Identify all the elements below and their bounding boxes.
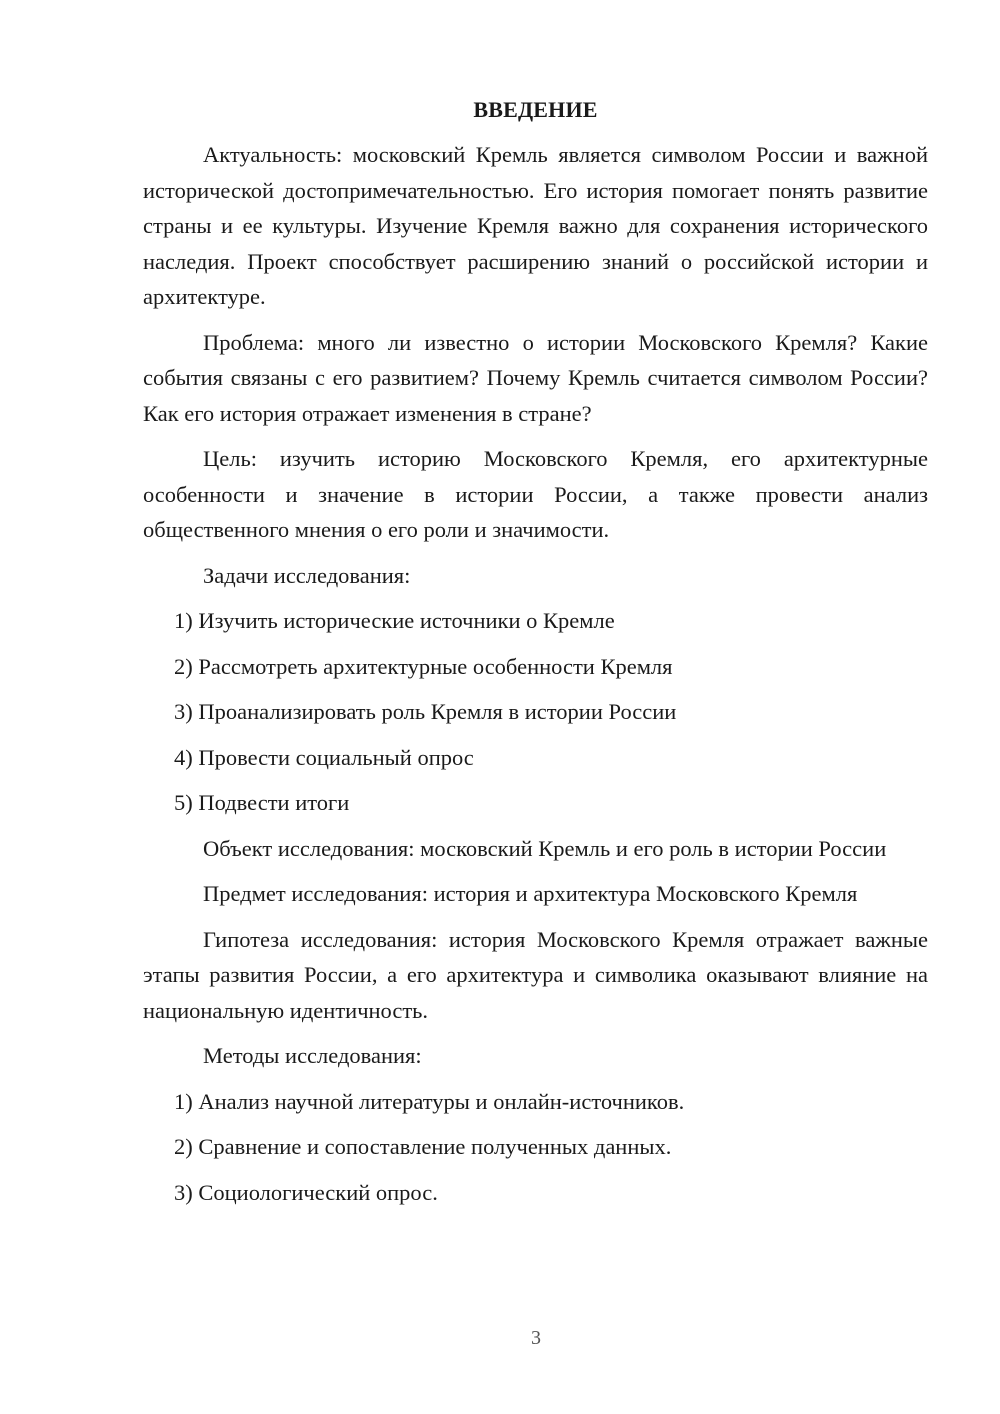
subject-paragraph: Предмет исследования: история и архитектура Московского Кремля xyxy=(203,881,858,906)
task-item: 5) Подвести итоги xyxy=(174,790,350,815)
object-paragraph: Объект исследования: московский Кремль и его роль в истории России xyxy=(203,835,887,861)
method-item: 3) Социологический опрос. xyxy=(174,1179,438,1205)
section-title: ВВЕДЕНИЕ xyxy=(473,97,598,122)
method-item: 2) Сравнение и сопоставление полученных данных. xyxy=(174,1134,672,1159)
document-page xyxy=(143,92,928,1220)
task-item: 2) Рассмотреть архитектурные особенности Кремля xyxy=(174,653,673,679)
tasks-label: Задачи исследования: xyxy=(203,562,411,588)
page-number: 3 xyxy=(531,1327,541,1349)
method-item: 1) Анализ научной литературы и онлайн-источников. xyxy=(174,1088,685,1114)
goal-paragraph: Цель: изучить историю Московского Кремля, его архитектурные особенности и значение в истории России, а также провести анализ общественного мнения о его роли и значимости. xyxy=(143,446,928,542)
problem-paragraph: Проблема: много ли известно о истории Московского Кремля? Какие события связаны с его развитием? Почему Кремль считается символом России? Как его история отражает изменения в стране? xyxy=(143,329,928,426)
hypothesis-paragraph: Гипотеза исследования: история Московского Кремля отражает важные этапы развития России, а его архитектура и символика оказывают влияние на национальную идентичность. xyxy=(143,926,928,1023)
tasks-list xyxy=(143,603,928,821)
task-item: 3) Проанализировать роль Кремля в истории России xyxy=(174,699,677,724)
methods-list xyxy=(143,1084,928,1211)
task-item: 4) Провести социальный опрос xyxy=(174,744,474,770)
methods-label: Методы исследования: xyxy=(203,1043,422,1068)
relevance-paragraph: Актуальность: московский Кремль является символом России и важной исторической достопримечательностью. Его история помогает понять развитие страны и ее культуры. Изучение Кремля важно для сохранения исторического наследия. Проект способствует расширению знаний о российской истории и архитектуре. xyxy=(143,142,928,309)
task-item: 1) Изучить исторические источники о Кремле xyxy=(174,608,615,633)
